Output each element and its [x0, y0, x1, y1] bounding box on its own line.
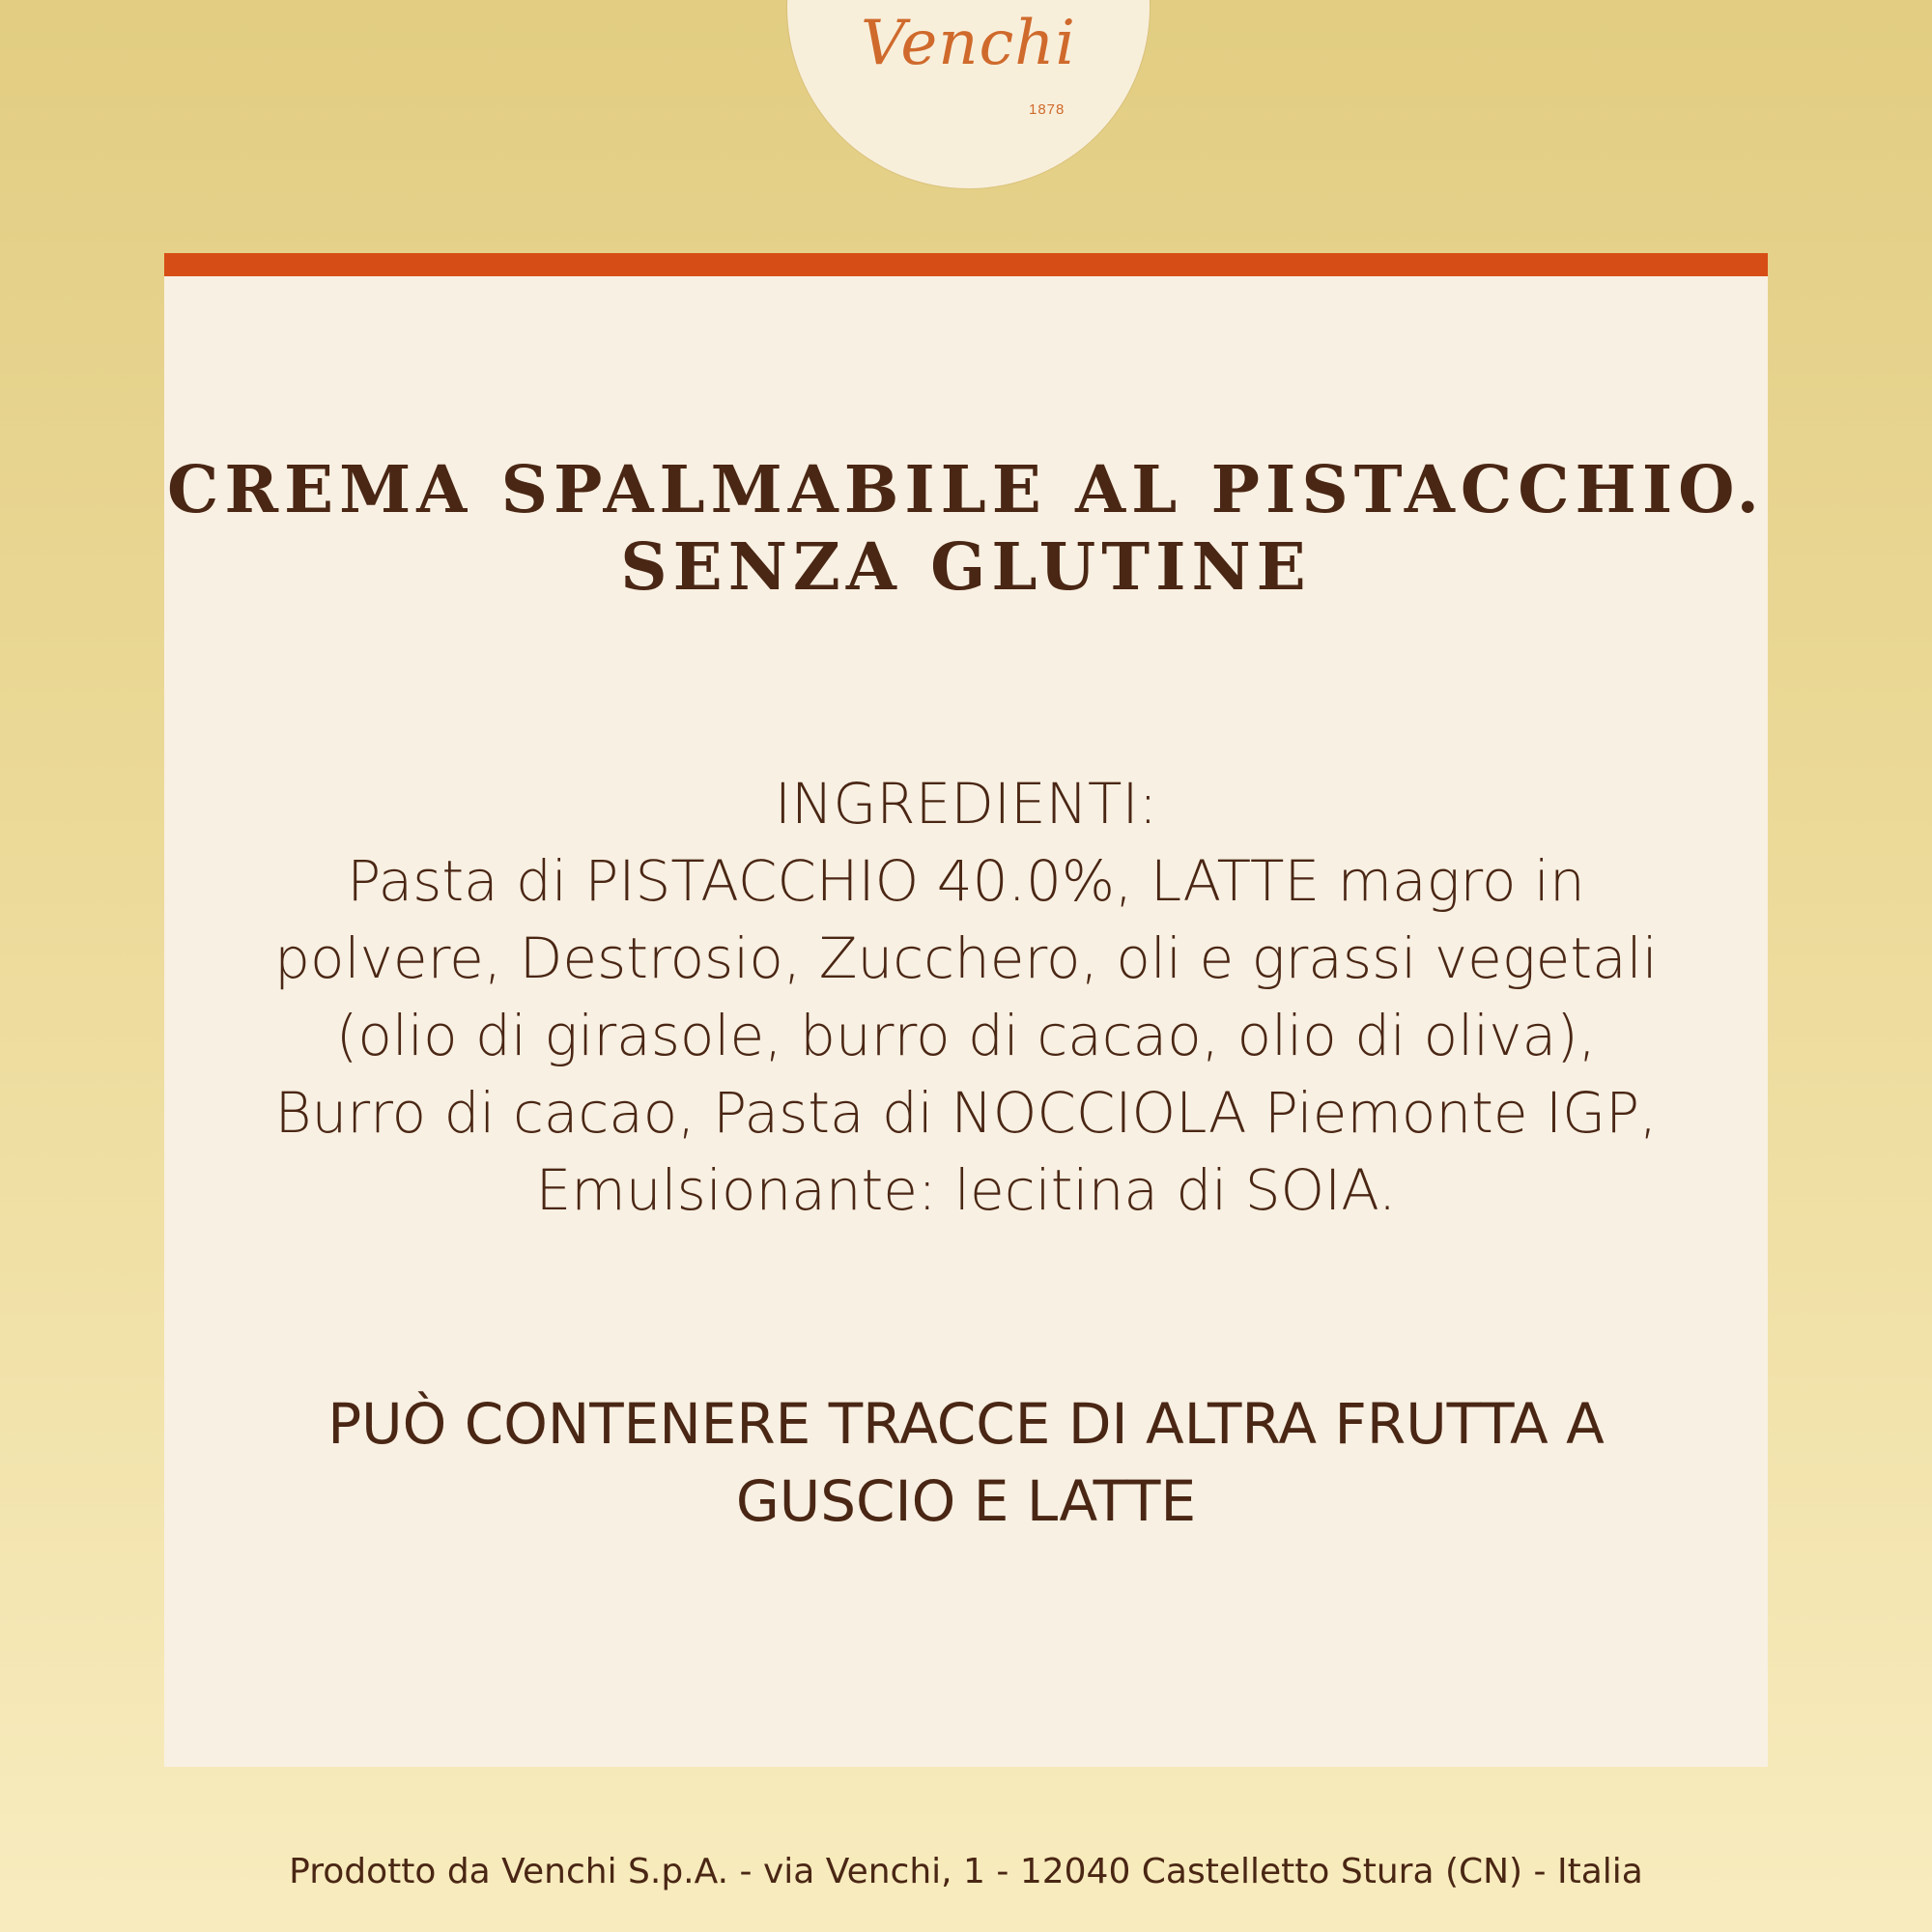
- venchi-logo-year: 1878: [1029, 101, 1065, 118]
- ingredients-card: [164, 253, 1768, 1767]
- ingredients-heading: INGREDIENTI:: [774, 771, 1158, 837]
- ingredients-list: Pasta di PISTACCHIO 40.0%, LATTE magro in polvere, Destrosio, Zucchero, oli e grassi vegetali (olio di girasole, burro di cacao, olio di oliva), Burro di cacao, Pasta di NOCCIOLA Piemonte IGP, Emulsionante: lecitina di SOIA.: [274, 848, 1658, 1223]
- allergen-warning: PUÒ CONTENERE TRACCE DI ALTRA FRUTTA A GUSCIO E LATTE: [327, 1391, 1605, 1534]
- producer-footer: Prodotto da Venchi S.p.A. - via Venchi, 1 - 12040 Castelletto Stura (CN) - Italia: [289, 1852, 1643, 1891]
- ingredients-section: [270, 765, 1662, 1229]
- product-title: CREMA SPALMABILE AL PISTACCHIO. SENZA GLUTINE: [167, 451, 1765, 605]
- venchi-logo-badge: [787, 0, 1150, 188]
- card-accent-stripe: [164, 253, 1768, 276]
- venchi-logo-wordmark: Venchi: [861, 8, 1076, 79]
